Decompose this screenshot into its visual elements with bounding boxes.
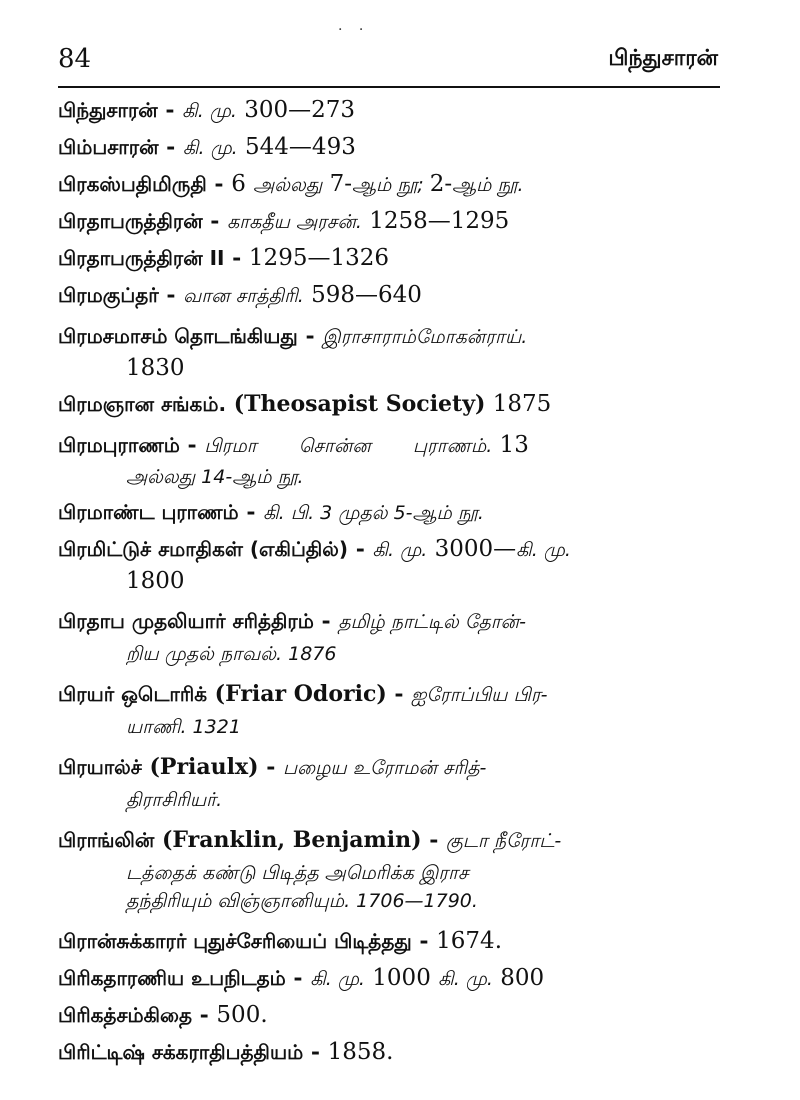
entry-years: 1258—1295 (361, 208, 510, 234)
entry-description: கி. பி. 3 முதல் 5-ஆம் நூ. (263, 502, 484, 524)
entry-description: கி. மு. (516, 539, 571, 561)
entry-brihat-samhita (58, 997, 720, 1034)
entry-term: பிரமசமாசம் தொடங்கியது (58, 324, 298, 348)
entry-separator: - (224, 245, 249, 271)
entry-number: 13 (492, 432, 529, 458)
entry-continuation: அல்லது 14-ஆம் நூ. (126, 466, 304, 488)
entry-separator: - (303, 1039, 328, 1065)
entry-separator: - (206, 171, 232, 197)
entry-description: கி. மு. (372, 539, 428, 561)
entry-description: கி. மு. (310, 968, 365, 990)
top-mark: . . (338, 18, 370, 34)
entry-term: பிரதாபருத்திரன் (58, 209, 203, 233)
entry-term: பிரிட்டிஷ் சக்கராதிபத்தியம் (58, 1040, 304, 1064)
page-number: 84 (58, 44, 92, 74)
entry-list (58, 92, 720, 1071)
entry-term: பிரமாண்ட புராணம் (58, 500, 239, 524)
entry-theosophical-society (58, 386, 720, 423)
entry-years: 1000 (364, 965, 439, 991)
entry-separator: - (202, 208, 228, 234)
entry-term: பிராங்லின் (58, 828, 155, 852)
entry-years: 1858. (327, 1039, 394, 1065)
entry-term: பிரமகுப்தர் (58, 283, 159, 307)
entry-term: பிரிகத்சம்கிதை (58, 1003, 192, 1027)
entry-years: 1800 (126, 568, 185, 594)
entry-separator: - (157, 97, 183, 123)
entry-separator: - (258, 754, 284, 780)
entry-term: பிரதாபருத்திரன் II (58, 246, 225, 270)
entry-description: கி. மு. (182, 137, 238, 159)
entry-description: கி. மு. (438, 968, 493, 990)
entry-separator: - (158, 134, 183, 160)
entry-description: குடா நீரோட்- (446, 830, 562, 852)
entry-latin-name: (Franklin, Benjamin) (154, 827, 422, 853)
entry-years: 3000— (427, 536, 517, 562)
entry-separator: - (179, 432, 205, 458)
entry-franklin (58, 822, 720, 915)
entry-continuation: தந்திரியும் விஞ்ஞானியும். 1706—1790. (126, 890, 478, 912)
entry-bimbisara (58, 129, 720, 166)
entry-description: பிரமா சொன்ன புராணம். (204, 435, 493, 457)
entry-term: பிரமிட்டுச் சமாதிகள் (எகிப்தில்) (58, 537, 349, 561)
entry-description: வான சாத்திரி. (183, 285, 304, 307)
entry-term: பிரமபுராணம் (58, 433, 180, 457)
header-rule (58, 86, 720, 88)
entry-british-empire (58, 1034, 720, 1071)
entry-years: 300—273 (236, 97, 356, 123)
entry-continuation: டத்தைக் கண்டு பிடித்த அமெரிக்க இராச (126, 862, 469, 884)
entry-description: காகதீய அரசன். (227, 211, 362, 233)
entry-continuation: யாணி. 1321 (126, 716, 241, 738)
entry-continuation: திராசிரியர். (126, 789, 223, 811)
entry-brihaspati-smriti (58, 166, 720, 203)
entry-description: கி. மு. (182, 100, 237, 122)
entry-term: பிரதாப முதலியார் சரித்திரம் (58, 609, 314, 633)
entry-years: 1830 (126, 355, 185, 381)
entry-description: இராசாராம்மோகன்ராய். (322, 326, 528, 348)
entry-description: ஐரோப்பிய பிர- (411, 684, 548, 706)
entry-number: 6 (231, 171, 254, 197)
entry-brahmagupta (58, 277, 720, 314)
entry-description: அல்லது (253, 174, 323, 196)
entry-prathapa-mudaliar (58, 603, 720, 668)
entry-french-pondicherry (58, 923, 720, 960)
entry-term: பிரகஸ்பதிமிருதி (58, 172, 207, 196)
entry-latin-name: (Theosapist Society) (226, 391, 486, 417)
entry-separator: - (348, 536, 373, 562)
entry-years: 544—493 (237, 134, 356, 160)
entry-brihadaranyaka (58, 960, 720, 997)
entry-years: 800 (492, 965, 545, 991)
entry-priaulx (58, 749, 720, 814)
entry-years: 1295—1326 (248, 245, 389, 271)
entry-friar-odoric (58, 676, 720, 741)
entry-years: 598—640 (303, 282, 422, 308)
entry-term: பிரயர் ஒடொரிக் (58, 682, 208, 706)
page-header (58, 44, 718, 84)
entry-prataparudra-ii (58, 240, 720, 277)
entry-term: பிம்பசாரன் (58, 135, 159, 159)
entry-separator: - (386, 681, 412, 707)
entry-separator: - (285, 965, 311, 991)
entry-separator: - (313, 608, 339, 634)
entry-description: பழைய உரோமன் சரித்- (283, 757, 487, 779)
entry-number: 7- (322, 171, 352, 197)
entry-term: பிரயால்ச் (58, 755, 142, 779)
running-title: பிந்துசாரன் (608, 46, 718, 71)
entry-pyramids (58, 531, 720, 595)
entry-separator: - (421, 827, 447, 853)
entry-number: 2- (429, 171, 453, 197)
entry-term: பிரான்சுக்காரர் புதுச்சேரியைப் பிடித்தது (58, 929, 412, 953)
entry-continuation: றிய முதல் நாவல். 1876 (126, 643, 337, 665)
entry-description: தமிழ் நாட்டில் தோன்- (338, 611, 526, 633)
entry-years: 500. (216, 1002, 268, 1028)
entry-term: பிரமஞான சங்கம். (58, 392, 227, 416)
entry-brahmo-samaj (58, 318, 720, 382)
entry-latin-name: (Priaulx) (141, 754, 259, 780)
entry-continuation (58, 568, 720, 595)
entry-brahma-purana (58, 427, 720, 490)
entry-separator: - (297, 323, 323, 349)
entry-term: பிந்துசாரன் (58, 98, 158, 122)
entry-separator: - (238, 499, 264, 525)
entry-bindusara (58, 92, 720, 129)
entry-years: 1875 (485, 391, 552, 417)
entry-description: ஆம் நூ; (352, 174, 430, 196)
entry-continuation (58, 355, 720, 382)
entry-description: ஆம் நூ. (452, 174, 524, 196)
entry-latin-name: (Friar Odoric) (207, 681, 387, 707)
entry-separator: - (158, 282, 184, 308)
entry-prataparudra (58, 203, 720, 240)
entry-term: பிரிகதாரணிய உபநிடதம் (58, 966, 286, 990)
entry-separator: - (411, 928, 437, 954)
entry-brahmanda-purana (58, 494, 720, 531)
entry-years: 1674. (436, 928, 503, 954)
entry-separator: - (191, 1002, 217, 1028)
